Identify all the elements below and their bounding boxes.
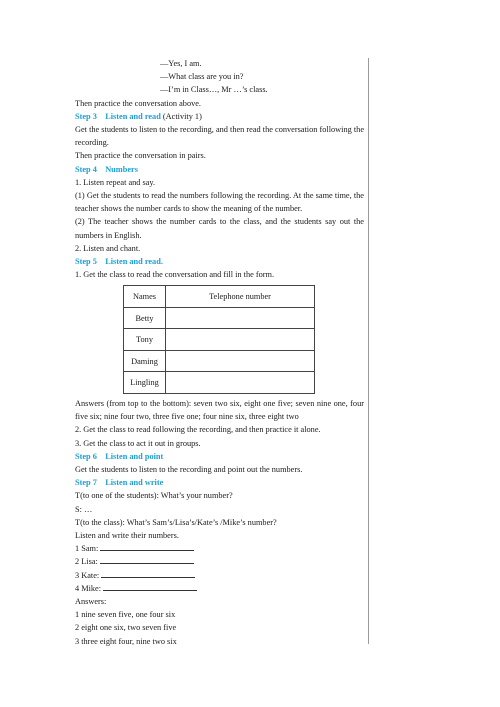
answer-line: 2 eight one six, two seven five — [75, 623, 177, 633]
step5-text: 2. Get the class to read following the recording, and then practice it alone. — [75, 425, 321, 435]
table-cell-number — [166, 350, 315, 372]
step5-answers: Answers (from top to the bottom): seven two six, eight one five; seven nine one, four five six; nine four two, three five one; four nine six, three eight two — [75, 398, 364, 422]
practice-instruction: Then practice the conversation above. — [75, 98, 202, 108]
step7-text: T(to the class): What’s Sam’s/Lisa’s/Kate’s /Mike’s number? — [75, 517, 277, 527]
table-row — [124, 372, 315, 394]
lesson-content — [75, 57, 364, 648]
table-cell-number — [166, 372, 315, 394]
step5-text: 3. Get the class to act it out in groups. — [75, 438, 201, 448]
step3-text: Get the students to listen to the recording, and then read the conversation following the recording. — [75, 125, 364, 148]
table-header-cell: Telephone number — [166, 286, 315, 308]
step4-text: (2) The teacher shows the number cards to the class, and the students say out the numbers in English. — [75, 217, 364, 240]
telephone-form-table — [123, 285, 315, 394]
table-row — [124, 307, 315, 329]
blank-underline — [101, 569, 195, 578]
step7-heading: Step 7 Listen and write — [75, 478, 164, 488]
step3-title: Step 3 Listen and read — [75, 111, 161, 121]
step3-note: (Activity 1) — [160, 111, 202, 121]
table-cell-name: Tony — [124, 329, 166, 351]
dialogue-line: —I’m in Class…, Mr …’s class. — [160, 85, 268, 95]
step5-heading: Step 5 Listen and read. — [75, 257, 163, 267]
dialogue-line: —What class are you in? — [160, 72, 244, 82]
step7-text: Listen and write their numbers. — [75, 530, 179, 540]
margin-rule — [368, 58, 369, 644]
blank-label: 1 Sam: — [75, 544, 99, 554]
table-cell-name: Betty — [124, 307, 166, 329]
table-header-row — [124, 286, 315, 308]
blank-label: 3 Kate: — [75, 570, 100, 580]
answers-label: Answers: — [75, 597, 107, 606]
table-header-cell: Names — [124, 286, 166, 308]
table-cell-name: Lingling — [124, 372, 166, 394]
dialogue-line: —Yes, I am. — [160, 59, 202, 68]
step6-heading: Step 6 Listen and point — [75, 451, 164, 461]
table-row — [124, 329, 315, 351]
step5-instruction: 1. Get the class to read the conversation and fill in the form. — [75, 270, 275, 280]
step7-text: S: … — [75, 504, 93, 514]
blank-line — [75, 542, 364, 555]
step4-heading: Step 4 Numbers — [75, 164, 138, 174]
blank-label: 4 Mike: — [75, 583, 102, 593]
step3-text: Then practice the conversation in pairs. — [75, 151, 206, 161]
step3-heading — [75, 110, 364, 123]
answer-line: 3 three eight four, nine two six — [75, 636, 177, 646]
table-cell-number — [166, 329, 315, 351]
blank-underline — [100, 542, 194, 551]
table-row — [124, 350, 315, 372]
blank-underline — [103, 582, 197, 591]
step7-text: T(to one of the students): What’s your number? — [75, 491, 233, 501]
table-cell-number — [166, 307, 315, 329]
blank-line — [75, 582, 364, 595]
blank-underline — [100, 555, 194, 564]
blank-line — [75, 569, 364, 582]
answer-line: 1 nine seven five, one four six — [75, 610, 176, 620]
step4-text: 2. Listen and chant. — [75, 243, 141, 253]
step4-text: 1. Listen repeat and say. — [75, 177, 156, 187]
blank-line — [75, 555, 364, 568]
blank-label: 2 Lisa: — [75, 557, 98, 567]
step6-text: Get the students to listen to the recording and point out the numbers. — [75, 464, 303, 474]
step4-text: (1) Get the students to read the numbers following the recording. At the same time, the teacher shows the number cards to show the meaning of the number. — [75, 191, 364, 214]
table-cell-name: Daming — [124, 350, 166, 372]
